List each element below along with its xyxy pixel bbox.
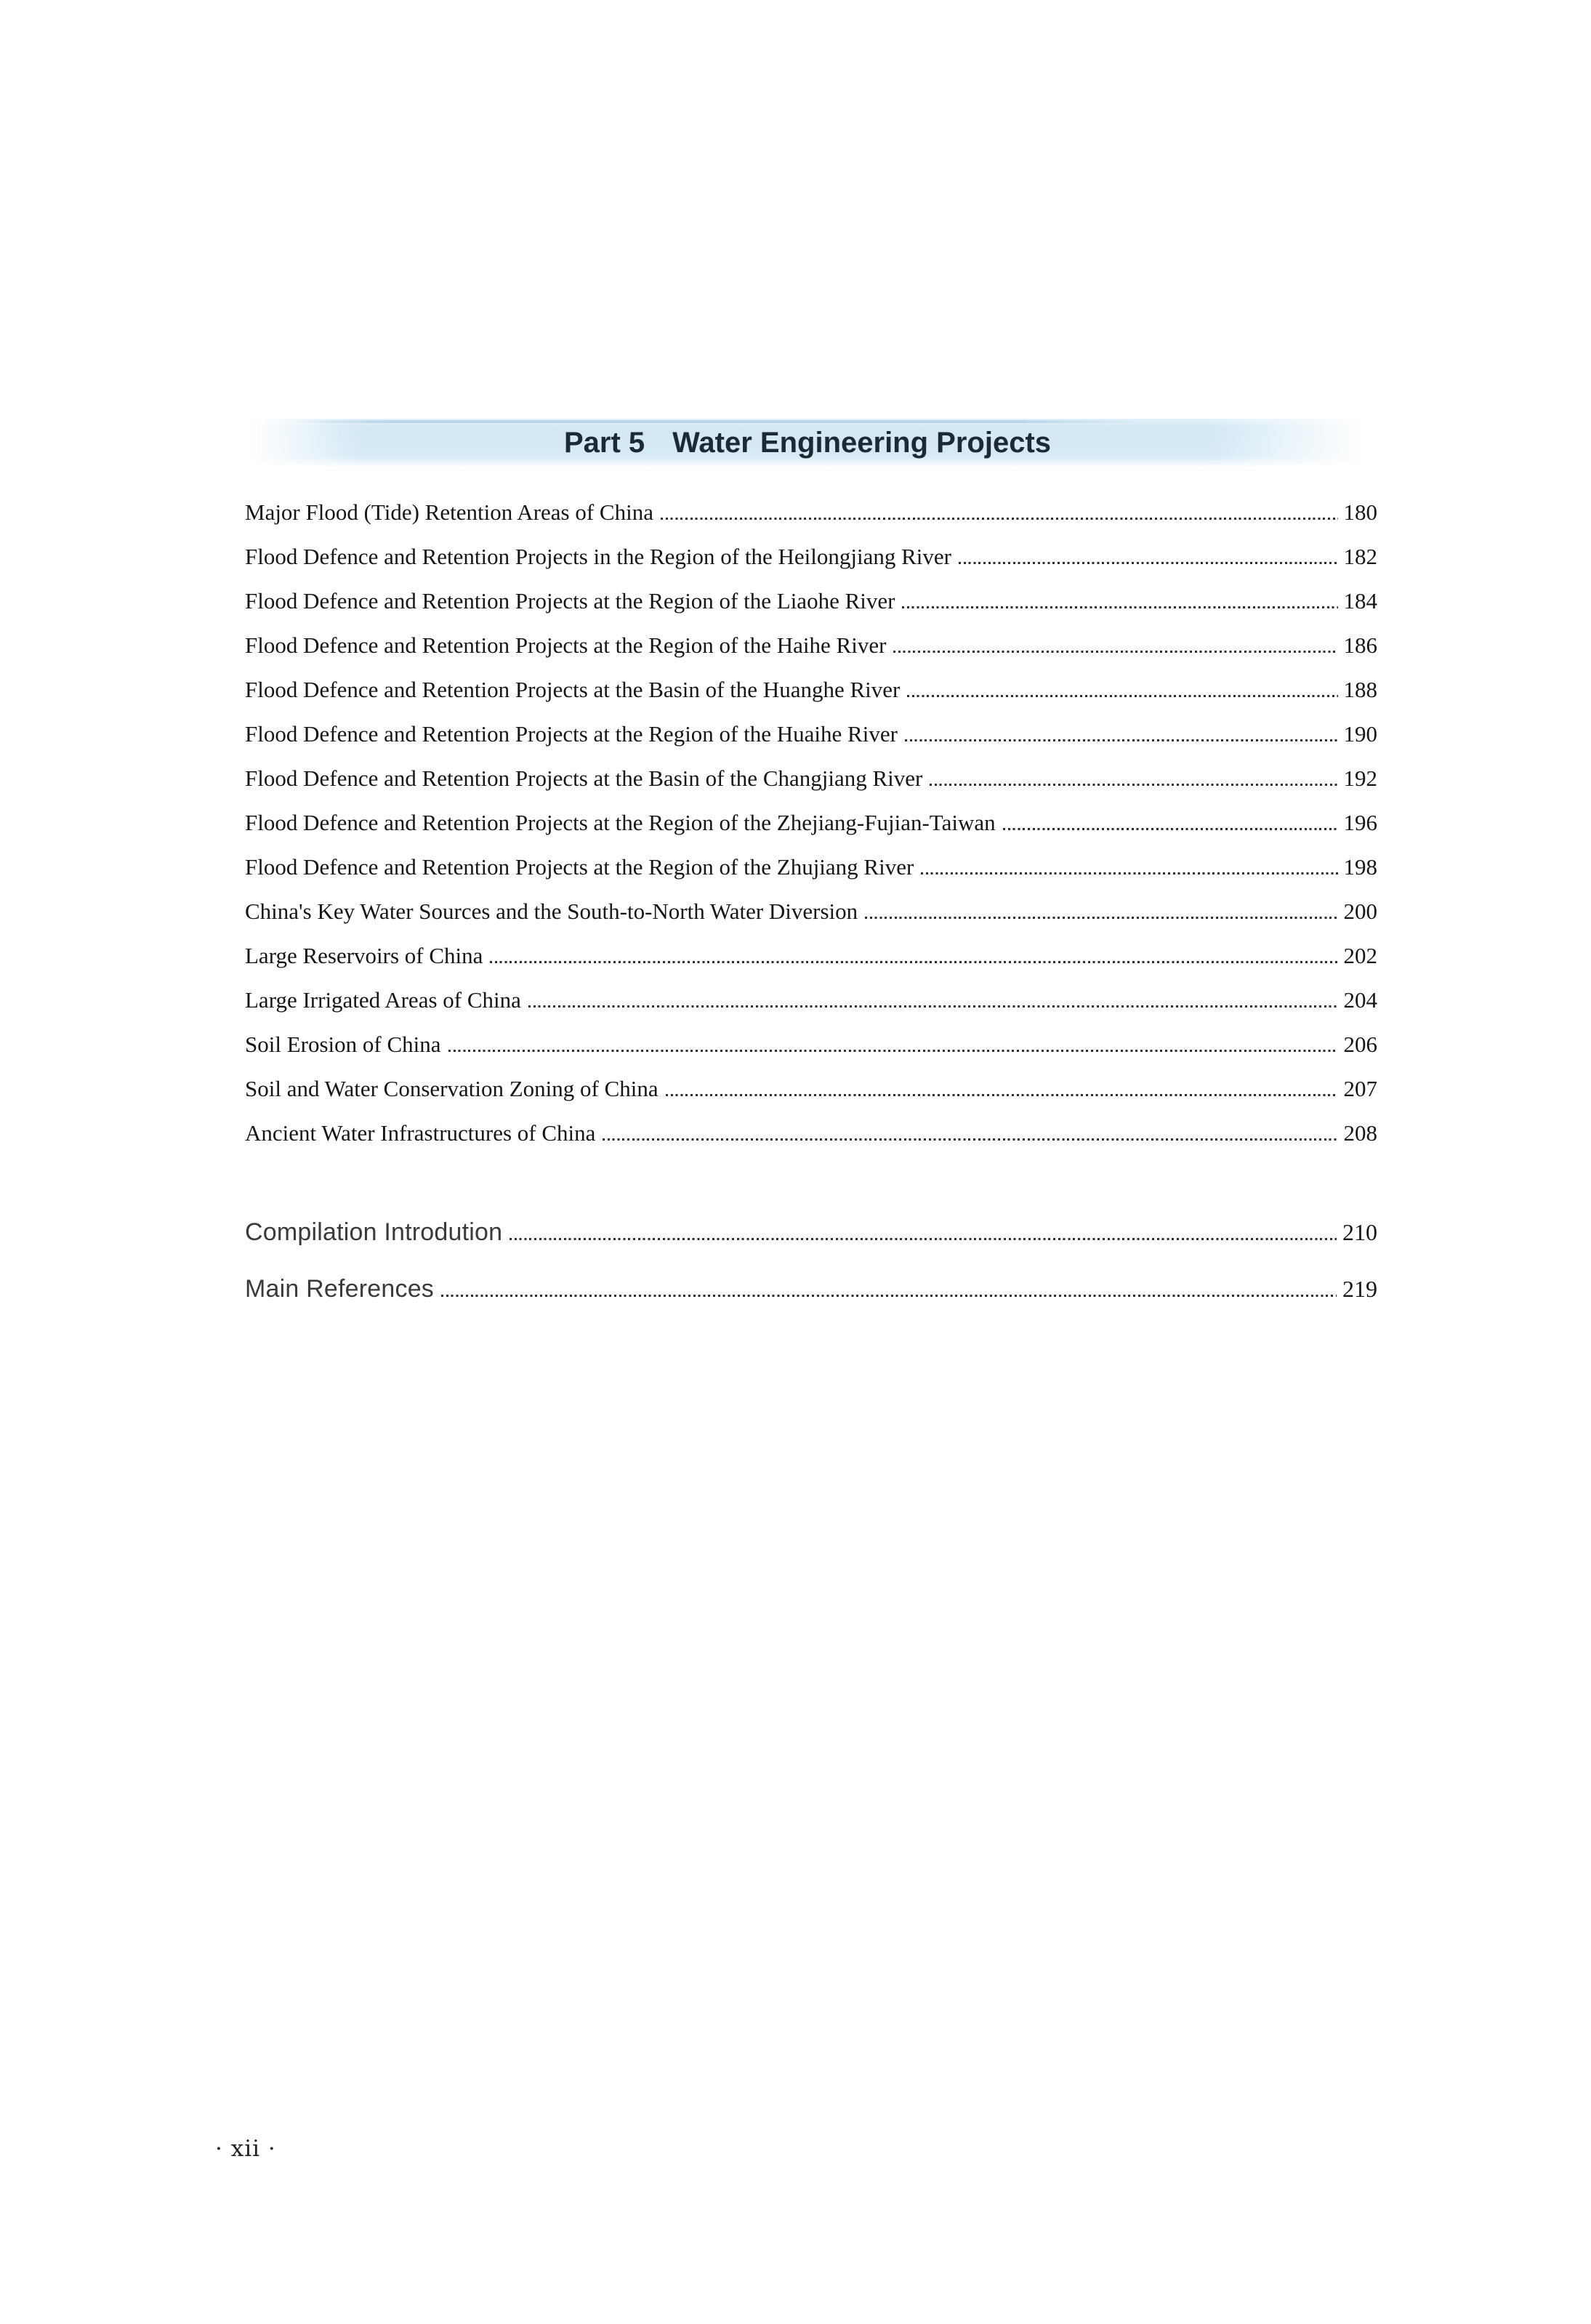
dot-leader — [441, 1295, 1337, 1297]
toc-entry-row — [245, 715, 1377, 759]
dot-leader — [959, 562, 1338, 564]
toc-entry-row — [245, 1114, 1377, 1158]
dot-leader — [930, 784, 1337, 786]
toc-entry-title: Large Reservoirs of China — [245, 943, 483, 968]
dot-leader — [907, 695, 1337, 697]
toc-entry-page-number: 206 — [1343, 1032, 1377, 1057]
part-label: Part 5 — [563, 426, 645, 459]
part-header-band — [251, 419, 1364, 467]
toc-entry-title: Flood Defence and Retention Projects at the Basin of the Changjiang River — [245, 765, 923, 791]
toc-entry-page-number: 190 — [1343, 721, 1377, 747]
toc-entry-page-number: 186 — [1343, 632, 1377, 658]
toc-entry-row — [245, 892, 1377, 936]
toc-entry-title: Flood Defence and Retention Projects in the Region of the Heilongjiang River — [245, 544, 951, 569]
toc-entry-row — [245, 848, 1377, 892]
toc-entry-page-number: 188 — [1343, 677, 1377, 702]
back-matter-list — [245, 1212, 1377, 1325]
toc-entry-page-number: 196 — [1343, 810, 1377, 835]
toc-entry-page-number: 200 — [1343, 898, 1377, 924]
toc-entry-title: Ancient Water Infrastructures of China — [245, 1120, 596, 1146]
toc-entry-row — [245, 582, 1377, 626]
toc-entry-row — [245, 493, 1377, 537]
toc-entry-row — [245, 1212, 1377, 1268]
toc-entry-title: Flood Defence and Retention Projects at the Basin of the Huanghe River — [245, 677, 901, 702]
toc-entry-page-number: 219 — [1342, 1276, 1377, 1302]
toc-entry-title: Main References — [245, 1275, 435, 1303]
toc-entry-page-number: 207 — [1343, 1076, 1377, 1101]
toc-entry-page-number: 210 — [1342, 1219, 1377, 1245]
toc-entry-title: Flood Defence and Retention Projects at the Region of the Zhujiang River — [245, 854, 914, 880]
toc-entry-row — [245, 803, 1377, 848]
toc-entry-page-number: 192 — [1343, 765, 1377, 791]
dot-leader — [661, 518, 1338, 520]
toc-entry-row — [245, 626, 1377, 670]
dot-leader — [448, 1050, 1338, 1052]
dot-leader — [603, 1138, 1337, 1141]
toc-entry-list — [245, 493, 1377, 1158]
toc-entry-title: Soil and Water Conservation Zoning of China — [245, 1076, 658, 1101]
toc-entry-row — [245, 1268, 1377, 1325]
toc-entry-page-number: 182 — [1343, 544, 1377, 569]
toc-entry-row — [245, 981, 1377, 1025]
toc-entry-title: China's Key Water Sources and the South-to-North Water Diversion — [245, 898, 858, 924]
toc-entry-row — [245, 1069, 1377, 1114]
toc-entry-row — [245, 936, 1377, 981]
part-title-text: Water Engineering Projects — [672, 426, 1052, 459]
toc-entry-page-number: 198 — [1343, 854, 1377, 880]
dot-leader — [905, 739, 1338, 741]
toc-entry-title: Large Irrigated Areas of China — [245, 987, 521, 1013]
dot-leader — [893, 651, 1337, 653]
toc-entry-page-number: 208 — [1343, 1120, 1377, 1146]
toc-entry-title: Flood Defence and Retention Projects at the Region of the Haihe River — [245, 632, 887, 658]
page-number-footer: · xii · — [215, 2136, 276, 2162]
dot-leader — [1003, 828, 1338, 830]
toc-entry-page-number: 204 — [1343, 987, 1377, 1013]
toc-entry-title: Major Flood (Tide) Retention Areas of China — [245, 499, 653, 525]
dot-leader — [490, 961, 1337, 963]
dot-leader — [865, 917, 1337, 919]
dot-leader — [902, 606, 1337, 608]
toc-entry-row — [245, 537, 1377, 582]
toc-entry-page-number: 202 — [1343, 943, 1377, 968]
toc-entry-row — [245, 759, 1377, 803]
toc-entry-row — [245, 1025, 1377, 1069]
dot-leader — [509, 1238, 1337, 1240]
toc-entry-row — [245, 670, 1377, 715]
dot-leader — [921, 872, 1337, 874]
toc-entry-title: Flood Defence and Retention Projects at the Region of the Liaohe River — [245, 588, 895, 614]
dot-leader — [666, 1094, 1338, 1096]
dot-leader — [528, 1005, 1338, 1008]
toc-entry-title: Soil Erosion of China — [245, 1032, 441, 1057]
part-title — [564, 427, 1051, 459]
toc-entry-page-number: 180 — [1343, 499, 1377, 525]
toc-entry-page-number: 184 — [1343, 588, 1377, 614]
toc-entry-title: Compilation Introdution — [245, 1218, 503, 1246]
toc-entry-title: Flood Defence and Retention Projects at the Region of the Huaihe River — [245, 721, 898, 747]
band-top-highlight — [291, 420, 1146, 423]
toc-entry-title: Flood Defence and Retention Projects at the Region of the Zhejiang-Fujian-Taiwan — [245, 810, 996, 835]
